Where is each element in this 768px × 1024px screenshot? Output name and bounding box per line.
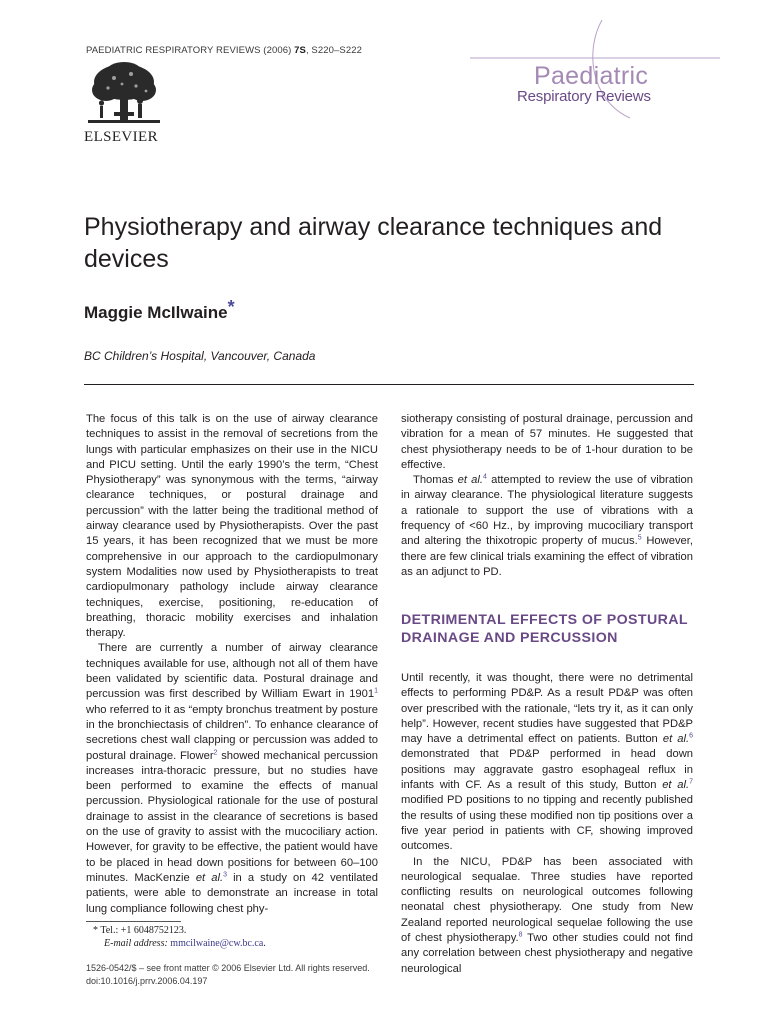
paragraph: The focus of this talk is on the use of airway clearance techniques to assist in the removal of secretions from the lungs with particular emphasizes on their use in the NICU and PICU setting. Until the early 1990’s the term, “Chest Physiotherapy” was synonymous with the terms, “airway clearance techniques, or postural drainage and percussion” with the latter being the traditional method of airway clearance used by Physiotherapists. Over the past 15 years, it has been recognized that we must be more comprehensive in our approach to the cardiopulmonary system Modalities now used by Physiotherapists to treat cardiopulmonary pathology include airway clearance techniques, exercise, positioning, re-education of breathing, thoracic mobility exercises and inhalation therapy. — [86, 413, 378, 640]
reference-link[interactable]: 7 — [689, 778, 693, 786]
corresponding-author-link[interactable]: * — [227, 297, 235, 317]
email-label: E-mail address: — [104, 938, 168, 949]
body-column-right-bottom — [401, 671, 693, 977]
publisher-name: ELSEVIER — [84, 129, 159, 145]
paragraph: In the NICU, PD&P has been associated with neurological sequalae. Three studies have reported conflicting results on neurological outcomes following neonatal chest physiotherapy. One study from New Zealand reported neurological sequelae following the use of chest physiotherapy.$^8$ Two other studies could not find any correlation between chest physiotherapy and negative neurological — [401, 855, 693, 975]
article-title: Physiotherapy and airway clearance techniques and devices — [84, 213, 663, 273]
journal-volume: 7S — [294, 45, 306, 56]
reference-link[interactable]: 4 — [482, 473, 487, 481]
journal-prefix: PAEDIATRIC RESPIRATORY REVIEWS (2006) — [86, 45, 295, 56]
author-line — [84, 297, 235, 323]
paragraph: siotherapy consisting of postural drainage, percussion and vibration for a mean of 57 minutes. He suggested that chest physiotherapy needs to be of 1-hour duration to be effective. — [401, 413, 693, 471]
email-link[interactable]: mmcilwaine@cw.bc.ca — [170, 938, 264, 949]
section-heading: DETRIMENTAL EFFECTS OF POSTURAL DRAINAGE AND PERCUSSION — [401, 612, 688, 646]
author-affiliation: BC Children’s Hospital, Vancouver, Canada — [84, 349, 316, 363]
header-divider — [84, 384, 694, 385]
journal-pages: , S220–S222 — [305, 45, 362, 56]
reference-link[interactable]: 2 — [213, 748, 218, 756]
paragraph: Thomas et al.$^4$ attempted to review the use of vibration in airway clearance. The physiological literature suggests a rationale to support the use of vibrations with a frequency of <60 Hz., by improving mucociliary transport and altering the thixotropic property of mucus.$^5$ However, there are few clinical trials examining the effect of vibration as an adjunct to PD. — [401, 473, 693, 578]
journal-citation — [86, 45, 362, 56]
doi-link[interactable]: doi:10.1016/j.prrv.2006.04.197 — [86, 976, 208, 986]
copyright-notice: 1526-0542/$ – see front matter © 2006 Elsevier Ltd. All rights reserved. — [86, 963, 370, 973]
reference-link[interactable]: 3 — [223, 871, 227, 879]
reference-link[interactable]: 1 — [374, 687, 378, 695]
footnote-divider — [86, 921, 181, 922]
reference-link[interactable]: 6 — [689, 732, 693, 740]
journal-logo-title: Paediatric — [534, 62, 649, 90]
paragraph: Until recently, it was thought, there were no detrimental effects to performing PD&P. As a result PD&P was often over prescribed with the rationale, “lets try it, as it can only help”. However, recent studies have suggested that PD&P may have a detrimental effect on patients. Button et al.$^6$ demonstrated that PD&P performed in head down positions may aggravate gastro esophageal reflux in infants with CF. As a result of this study, Button et al.$^7$ modified PD positions to no tipping and recently published the results of using these modified non tip positions over a five year period in patients with CF, showing improved outcomes. — [401, 672, 693, 853]
footnote-telephone: * Tel.: +1 6048752123. — [93, 925, 187, 936]
reference-link[interactable]: 8 — [518, 931, 523, 939]
footnote-email: E-mail address: mmcilwaine@cw.bc.ca. — [104, 938, 266, 949]
paragraph: There are currently a number of airway clearance techniques available for use, although not all of them have been validated by scientific data. Postural drainage and percussion was first described by William Ewart in 1901$^1$ who referred to it as “empty bronchus treatment by posture in the bronchiectasis of children”. To enhance clearance of secretions chest wall clapping or percussion was added to postural drainage. Flower$^2$ showed mechanical percussion increases intra-thoracic pressure, but no studies have been performed to examine the effects of manual percussion. Physiological rationale for the use of postural drainage to assist in the clearance of secretions is based on the use of gravity to assist with the mucociliary action. However, for gravity to be effective, the patient would have to be placed in head down positions for between 60–100 minutes. MacKenzie et al.$^3$ in a study on 42 ventilated patients, were able to demonstrate an increase in total lung compliance following chest phy- — [86, 642, 378, 915]
body-column-left — [86, 412, 378, 917]
journal-logo-subtitle: Respiratory Reviews — [517, 88, 651, 105]
body-column-right-top — [401, 412, 693, 580]
author-name: Maggie McIlwaine — [84, 303, 228, 322]
reference-link[interactable]: 5 — [637, 534, 642, 542]
